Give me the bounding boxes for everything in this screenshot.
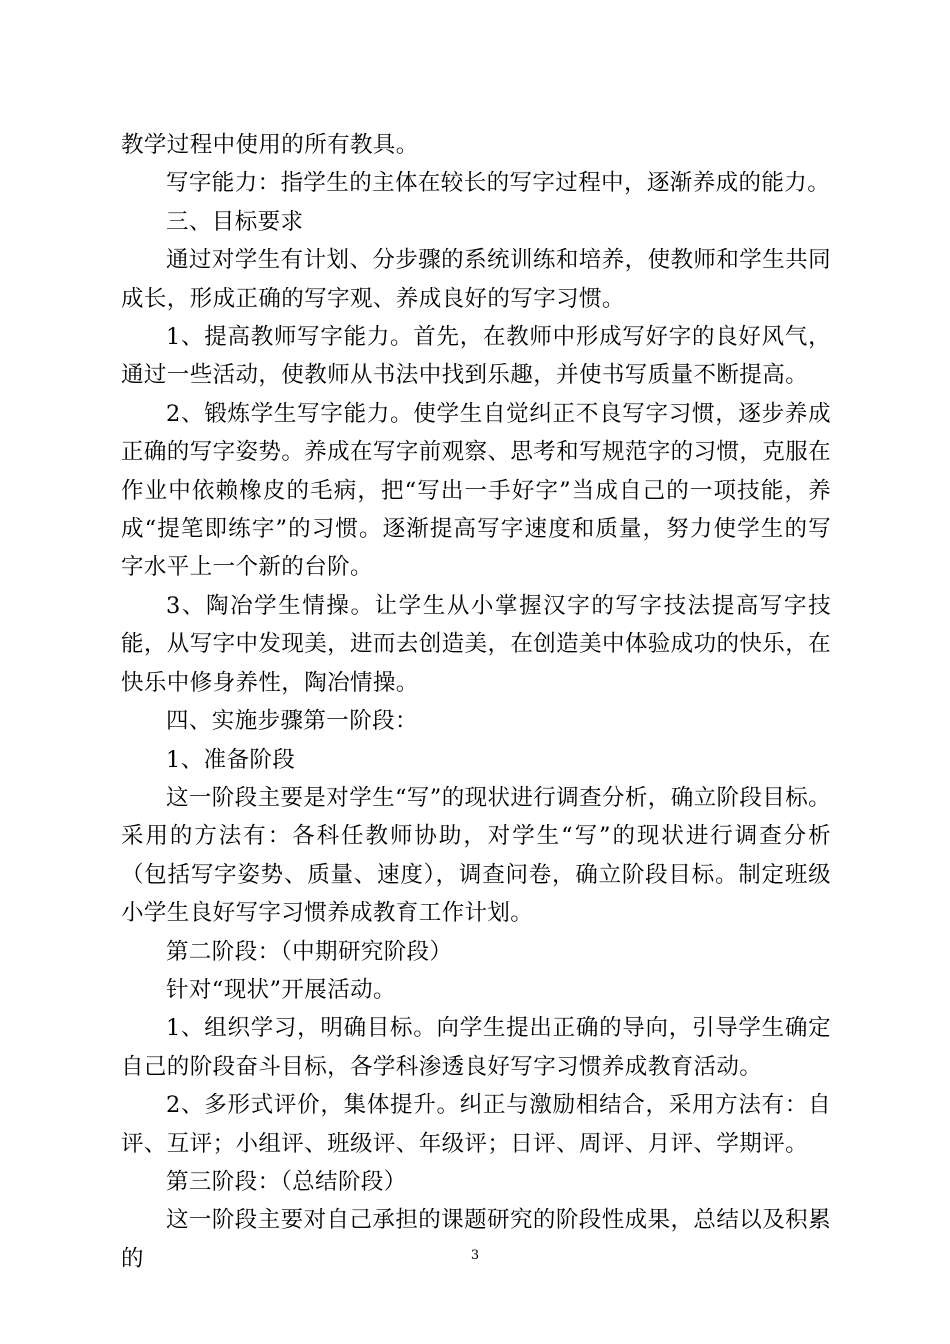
page-number: 3 bbox=[470, 1248, 480, 1263]
paragraph: 2、多形式评价，集体提升。纠正与激励相结合，采用方法有：自评、互评；小组评、班级评、年级评；日评、周评、月评、学期评。 bbox=[121, 1092, 831, 1157]
subsection-heading: 1、准备阶段 bbox=[166, 746, 296, 773]
section-heading: 四、实施步骤第一阶段： bbox=[166, 708, 418, 735]
paragraph: 这一阶段主要是对学生“写”的现状进行调查分析，确立阶段目标。采用的方法有：各科任教师协助，对学生“写”的现状进行调查分析（包括写字姿势、质量、速度），调查问卷，确立阶段目标。制定班级小学生良好写字习惯养成教育工作计划。 bbox=[121, 784, 832, 927]
document-body bbox=[121, 126, 831, 1278]
subsection-heading: 第二阶段：（中期研究阶段） bbox=[166, 938, 453, 965]
paragraph: 写字能力：指学生的主体在较长的写字过程中，逐渐养成的能力。 bbox=[166, 170, 831, 197]
paragraph: 1、提高教师写字能力。首先，在教师中形成写好字的良好风气，通过一些活动，使教师从书法中找到乐趣，并使书写质量不断提高。 bbox=[121, 324, 831, 389]
paragraph: 针对“现状”开展活动。 bbox=[166, 976, 396, 1003]
paragraph: 1、组织学习，明确目标。向学生提出正确的导向，引导学生确定自己的阶段奋斗目标，各学科渗透良好写字习惯养成教育活动。 bbox=[121, 1015, 831, 1080]
paragraph: 这一阶段主要对自己承担的课题研究的阶段性成果，总结以及积累的 bbox=[121, 1207, 831, 1272]
paragraph: 2、锻炼学生写字能力。使学生自觉纠正不良写字习惯，逐步养成正确的写字姿势。养成在写字前观察、思考和写规范字的习惯，克服在作业中依赖橡皮的毛病，把“写出一手好字”当成自己的一项技能，养成“提笔即练字”的习惯。逐渐提高写字速度和质量，努力使学生的写字水平上一个新的台阶。 bbox=[121, 400, 831, 581]
subsection-heading: 第三阶段：（总结阶段） bbox=[166, 1168, 407, 1195]
paragraph: 通过对学生有计划、分步骤的系统训练和培养，使教师和学生共同成长，形成正确的写字观、养成良好的写字习惯。 bbox=[121, 247, 831, 312]
paragraph: 3、陶冶学生情操。让学生从小掌握汉字的写字技法提高写字技能，从写字中发现美，进而去创造美，在创造美中体验成功的快乐，在快乐中修身养性，陶冶情操。 bbox=[121, 592, 831, 696]
section-heading: 三、目标要求 bbox=[166, 208, 304, 235]
paragraph: 教学过程中使用的所有教具。 bbox=[121, 132, 419, 158]
